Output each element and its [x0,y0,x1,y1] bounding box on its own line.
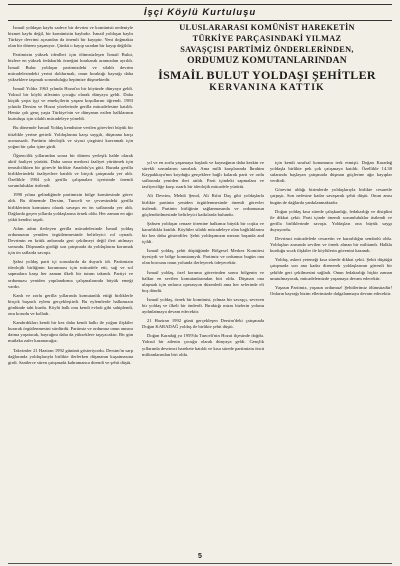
paragraph: İsmail yoldaş, özel koruma görevinden sonra bölgenin ve halkın en sevilen komutanlarından biri oldu. Düşman ona ulaşmak için onlarca operasyon düzenledi ama her seferinde eli boş döndü. [142,269,264,293]
column-mid [142,160,264,550]
masthead-title: İşçi Köylü Kurtuluşu [143,7,257,18]
column-right [270,160,392,550]
paragraph: İsmail yoldaş, örnek bir komünist, yılmaz bir savaşçı, sevecen bir yoldaş ve ilkeli bir önderdi. Bıraktığı miras bizlerin yolunu aydınlatmaya devam edecektir. [142,296,264,315]
paragraph: Yaşasın Partimiz, yaşasın ordumuz! Şehitlerimiz ölümsüzdür! Onların bayrağı bizim ellerimizde dalgalanmaya devam edecektir. [270,284,392,296]
headline-line: KERVANINA KATTIK [209,82,325,93]
paragraph: Doğan Karadağ ya 1959'da Tunceli'nin Hozat ilçesinde doğdu. Yoksul bir ailenin çocuğu olarak dünyaya geldi. Gençlik yıllarında devrimci harekete katıldı ve kısa sürede partimizin öncü militanlarından biri oldu. [142,333,264,357]
headline-line: İSMAİL BULUT YOLDAŞI ŞEHİTLER [158,67,376,82]
paragraph: Adım adım ilerleyen gerilla mücadelesinde İsmail yoldaş ordumuzun yeniden örgütlenmesinde belirleyici rol oynadı. Devrimin en kritik anlarında geri çekilmeyi değil ileri atılmayı savundu. Düşmanla girdiği son çatışmada da yoldaşlarını korumak için ön saflarda savaştı. [8,225,133,256]
paragraph: yıl ve en zorlu yaşamaya başladı ve kaynağının daha keskin ve sürekli sorunlarını sınırladı. Ama milli karşılarında İbrahim Kaypakkaya'nın koyduğu gerçeklere bağlı kalarak parti ve ordu saflarında yeniden ileri atıldı. Parti içindeki sapmalara ve tasfiyeciliğe karşı ısrarlı bir ideolojik mücadele yürüttü. [142,160,264,190]
paragraph: 1990 yılına gelindiğinde partimizin bölge komitesinde görev aldı. Bu dönemde Dersim, Tunceli ve çevresindeki gerilla birliklerinin komutanı olarak savaşın en ön saflarında yer aldı. Dağlarda geçen yıllarda yoldaşlarına örnek oldu. Her zaman en ağır yükü kendisi taşıdı. [8,192,133,222]
paragraph: Şahsi yoldaş parti içi sorunlarda da duyarlı idi. Partimizin ideolojik birliğinin korunması için mücadele etti, sağ ve sol sapmalara karşı her zaman ilkeli bir tutum takındı. Partiyi ve ordumuzu yeniden yapılandırma çalışmalarında büyük emeği vardır. [8,259,133,289]
bottom-rule [8,563,392,564]
paragraph: Öğrencilik yıllarından sonra bir dönem yerleşik halde olarak aktif faaliyet yürüttü. Daha sonra merkezi faaliyet yürütmek için temsilcilikten bir görevle birlikte Anadolu'ya gitti. Burada gerilla birliklerindeki faaliyetlere katıldı ve birçok çatışmada yer aldı. Özellikle 1984 yılı gerilla çalışmaları içerisinde önemli sorumluluklar üstlendi. [8,152,133,189]
headline-block [142,22,392,94]
paragraph: Takvimler 21 Haziran 1992 gününü gösteriyordu. Dersim'in sarp dağlarında yoldaşlarıyla birlikte ilerlerken düşmanın kuşatmasına girdi. Saatlerce süren çatışmada kahramanca direndi ve şehit düştü. [8,347,133,365]
paragraph: Partimizin yüksek idealleri için ölümsüzleşen İsmail Bulut, bizlere en yüksek fedakarlık örneğini bırakarak aramızdan ayrıldı. İsmail Bulut yoldaşın partimizdeki ve silahlı devrim mücadelesindeki yerini doldurmak, onun bıraktığı bayrağı daha yükseklere taşımak sorumluluğu hepimize düşmektedir. [8,52,133,82]
headline-line: SAVAŞÇISI PARTİMİZ ÖNDERLERİNDEN, [180,45,354,54]
page-number: 5 [198,553,202,560]
paragraph: İsmail yoldaş, şehit düştüğünde Bölgesel Merkez Komitesi üyesiydi ve bölge komutanıydı. Partimiz ve ordumuz bugün ona olan borcunu onun yolunda ilerleyerek ödeyecektir. [142,248,264,266]
headline-line: ORDUMUZ KOMUTANLARINDAN [187,55,347,66]
paragraph: için kendi sınıfsal konumunu terk etmişti. Doğan Karadağ yoldaşla birlikte pek çok çatışmaya katıldı. Özellikle 14.30 sularında başlayan çatışmada düşman güçlerine ağır kayıplar verdirdi. [270,160,392,184]
paragraph: 21 Haziran 1992 günü gerçekleşen Dersim'deki çatışmada Doğan KARADAĞ yoldaş ile birlikte şehit düştü. [142,318,264,330]
paragraph: Doğan yoldaş kısa sürede çalışkanlığı, fedakarlığı ve disiplini ile dikkat çekti. Parti içinde önemli sorumluluklar üstlendi ve gerilla birliklerinde savaştı. Yoldaşları ona büyük saygı duyuyordu. [270,208,392,232]
paragraph: Kandırdıkları kendi bir kez daha kendi halkı ile yoğun ilişkiler kurarak örgütlenmesini sürdürdü. Partimiz ve ordumuz onun anısını daima yaşatacak, bayrağını daha da yükseklere taşıyacaktır. Bir gün mutlaka zafer kazanacağız. [8,320,133,344]
paragraph: İsmail Yıldız 1963 yılında Hozat'ın bir köyünde dünyaya geldi. Yoksul bir köylü ailesinin çocuğu olarak dünyaya geldi. Daha küçük yaşta işçi ve emekçilerin yaşam koşullarını öğrendi. 1983 yılında Dersim ve Hozat yörelerinde gerilla mücadelesine katıldı. Henüz çok genç yaşta Türkiye'nin ve dünyanın ezilen halklarının kurtuluşu için silahlı mücadeleye yöneldi. [8,85,133,122]
lower-columns [142,160,392,550]
headline-line: ULUSLARARASI KOMÜNİST HAREKETİN [179,23,355,32]
paragraph: Bu dönemde İsmail Yoldaş kendisine verilen görevleri büyük bir titizlikle yerine getirdi. Yoldaşlarına karşı saygılı, düşmana karşı acımasızdı. Partinin ideolojik ve siyasi çizgisini kavramak için yoğun bir çaba içine girdi. [8,125,133,149]
headline [142,22,392,94]
headline-line: TÜRKİYE PARÇASINDAKİ YILMAZ [192,34,342,43]
paragraph: Kanlı ve zorlu gerilla yıllarında komutanlık ettiği birliklerle birçok başarılı eylem gerçekleştirdi. Bu eylemlerde halkımızın gönlünde taht kurdu. Köylü halk onu kendi evladı gibi sahiplendi, onu korudu ve kolladı. [8,292,133,317]
paragraph: Devrimci mücadelede cesaretin ve kararlılığın sembolü oldu. Yoldaşları arasında sevilen ve örnek alınan bir militandı. Halkla kurduğu sıcak ilişkiler ile köylülerin güvenini kazandı. [270,236,392,254]
paragraph: Görevini aldığı birimlerde yoldaşlarıyla birlikte cesaretle çarpıştı. Son nefesine kadar savaşarak şehit düştü. Onun anısı bugün de dağlarda yankılanmaktadır. [270,187,392,205]
paragraph: Yoldaş, askeri yeteneği kısa sürede dikkat çekti. Şehit düştüğü çatışmada son ana kadar direnerek yoldaşlarının güvenli bir şekilde geri çekilmesini sağladı. Onun fedakarlığı hiçbir zaman unutulmayacak, mücadelemizde yaşamaya devam edecektir. [270,257,392,281]
paragraph: Şahsen yoldaşın cenaze törenine halkımız büyük bir coşku ve kararlılıkla katıldı. Köylüler silahlı mücadeleye olan bağlılıklarını bir kez daha gösterdiler. Şehit yoldaşımızın mezarı başında and içildi. [142,220,264,245]
paragraph: Ali Devrim, Mehdi Şenol, Ali Rıfat Daş gibi yoldaşlarla birlikte partinin yeniden örgütlenmesinde önemli görevler üstlendi. Partinin birliğinin sağlanmasında ve ordumuzun güçlendirilmesinde belirleyici katkılarda bulundu. [142,193,264,217]
masthead [8,4,392,21]
column-left [8,25,133,563]
paragraph: İsmail yoldaşın kaybı sadece bir devrim ve komünisti nedeniyle hizmet kaybı değil, bir komünistin kaybıdır. İsmail yoldaşın kaybı Türkiye devrimi açısından da önemli bir kayıptır. Yeni doğmakta olan bir dönem yaşanıyor. Çünkü o kayıp sıradan bir kayıp değildir. [8,25,133,49]
